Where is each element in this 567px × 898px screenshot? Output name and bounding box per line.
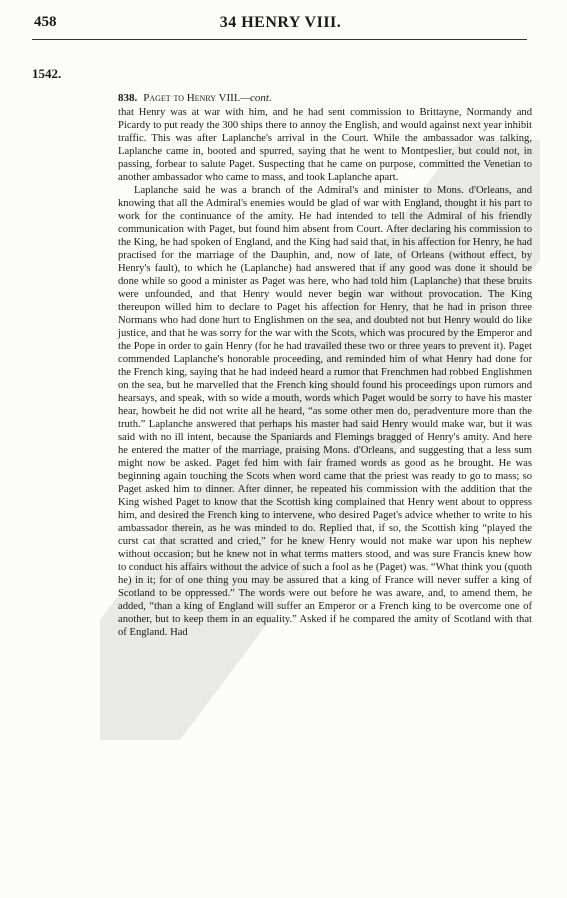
- entry-number: 838.: [118, 92, 138, 104]
- entry-continued: —cont.: [240, 92, 272, 104]
- entry-title: Paget to Henry VIII.: [143, 92, 241, 104]
- margin-year: 1542.: [32, 66, 62, 81]
- paragraph: that Henry was at war with him, and he had sent commission to Brittayne, Normandy and Picardy to put ready the 300 ships there to annoy the English, and would against next year inhibit traffic. This was after Laplanche's arrival in the Court. While the ambassador was talking, Laplanche came in, booted and spurred, saying that he went to Montpeslier, but could not, in passing, forbear to salute Paget. Suspecting that he came on purpose, committed the Venetian to another ambassador who came to mass, and took Laplanche apart.: [118, 107, 532, 183]
- entry-heading: [118, 92, 532, 105]
- page-number: 458: [34, 14, 57, 30]
- header-rule: [32, 39, 527, 40]
- running-title: 34 HENRY VIII.: [219, 14, 342, 31]
- page-header: [34, 14, 527, 40]
- document-body: [118, 92, 532, 639]
- paragraph: Laplanche said he was a branch of the Admiral's and minister to Mons. d'Orleans, and knowing that all the Admiral's enemies would be glad of war with England, thought it his part to work for the continuance of the amity. He had intended to tell the Admiral of his friendly communication with Paget, but found him absent from Court. After declaring his commission to the King, he had spoken of England, and the King had said that, in his affection for Henry, he had practised for the marriage of the Dauphin, and, now of late, of Orleans (without effect, by Henry's fault), to which he (Laplanche) had answered that if any good was done it should be done while so good a minister as Paget was here, who had told him (Laplanche) that these bruits were unfounded, and that Henry would never begin war without provocation. The King thereupon willed him to declare to Paget his affection for Henry, that he had in prison three Normans who had done hurt to Englishmen on the sea, and doubted not but Henry would do like justice, and that he was sorry for the war with the Scots, which was procured by the Emperor and the Pope in order to gain Henry (for he had travailed these two or three years to prevent it). Paget commended Laplanche's honorable proceeding, and reminded him of what Henry had done for the French king, saying that he had indeed heard a rumor that Frenchmen had robbed Englishmen on the sea, but he marvelled that the French king should found his proceedings upon rumors and hearsays, and speak, with so wide a mouth, words which Paget would be sorry to have his master hear, howbeit he did not write all he heard, “as some other men do, peradventure more than the truth.” Laplanche answered that perhaps his master had said Henry would make war, but it was said with no ill intent, because the Spaniards and Flemings bragged of Henry's amity. And here he entered the matter of the marriage, praising Mons. d'Orleans, and suggesting that a less sum might now be asked. Paget fed him with fair framed words as good as he brought. He was beginning again touching the Scots when word came that the priest was ready to go to mass; so Paget asked him to dinner. After dinner, he repeated his commission with the addition that the King wished Paget to know that the Scottish king complained that Henry went about to oppress him, and desired the French king to intervene, who desired Paget's advice whether to write to his ambassador therein, as he was minded to do. Replied that, if so, the Scottish king “played the curst cat that scratted and cried,” for he knew Henry would not make war upon his nephew without occasion; but he knew not in what terms matters stood, and was sure Francis knew how to conduct his affairs without the advice of such a fool as he (Paget) was. “What think you (quoth he) in it; for of one thing you may be assured that a king of France will never suffer a king of Scotland to be oppressed.” The words were out before he was aware, and, to amend them, he added, “than a king of England will suffer an Emperor or a French king to be overcome one of another, but to keep them in an equality.” Asked if he compared the amity of Scotland with that of England. Had: [118, 185, 532, 638]
